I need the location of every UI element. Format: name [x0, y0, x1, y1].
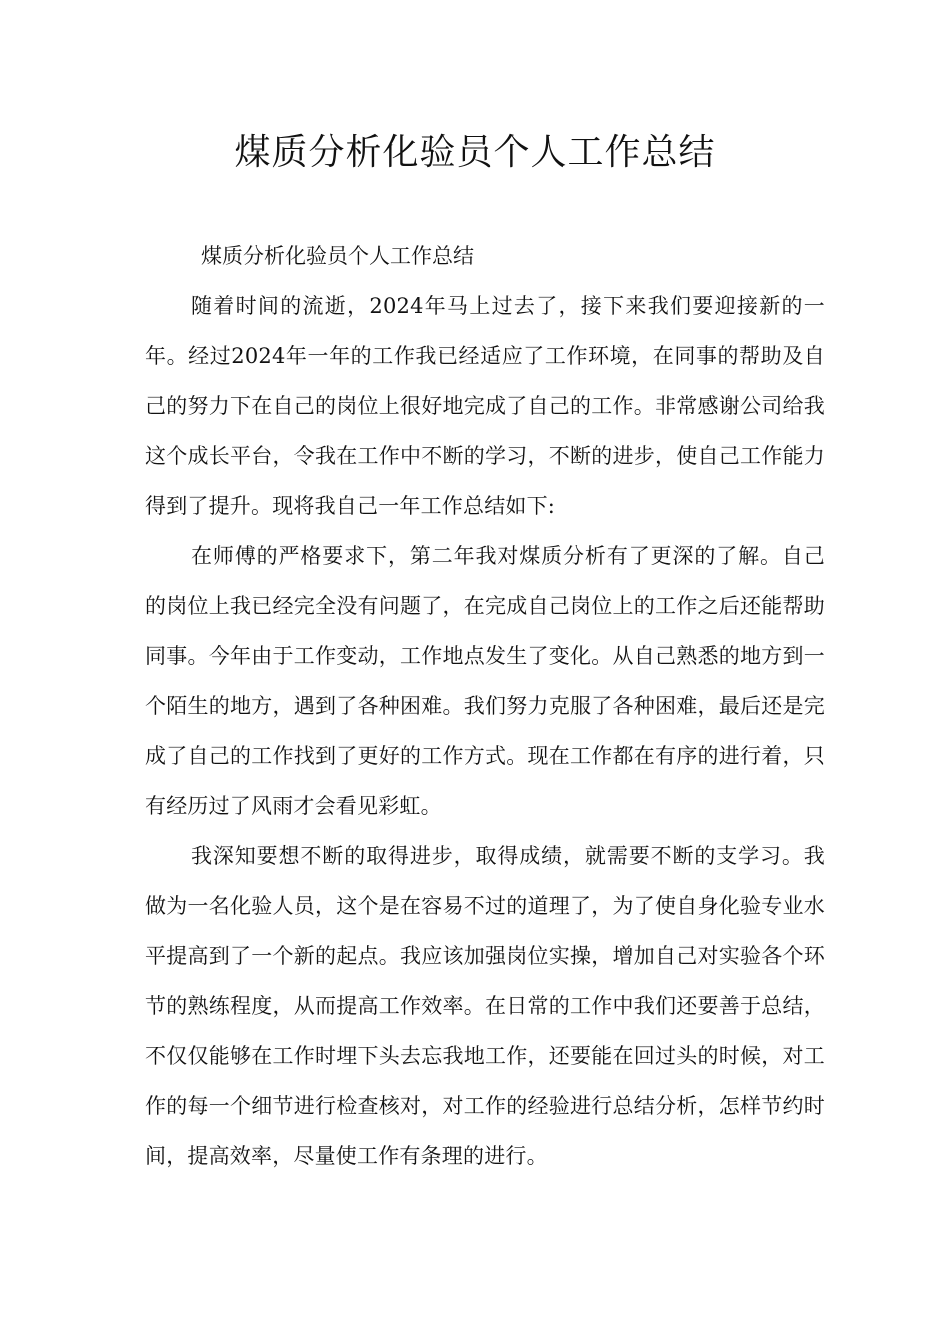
document-body	[145, 231, 825, 1181]
document-subtitle: 煤质分析化验员个人工作总结	[201, 244, 474, 268]
paragraph-3: 我深知要想不断的取得进步，取得成绩，就需要不断的支学习。我做为一名化验人员，这个是在容易不过的道理了，为了使自身化验专业水平提高到了一个新的起点。我应该加强岗位实操，增加自己对实验各个环节的熟练程度，从而提高工作效率。在日常的工作中我们还要善于总结，不仅仅能够在工作时埋下头去忘我地工作，还要能在回过头的时候，对工作的每一个细节进行检查核对，对工作的经验进行总结分析，怎样节约时间，提高效率，尽量使工作有条理的进行。	[145, 844, 825, 1168]
paragraph-2: 在师傅的严格要求下，第二年我对煤质分析有了更深的了解。自己的岗位上我已经完全没有问题了，在完成自己岗位上的工作之后还能帮助同事。今年由于工作变动，工作地点发生了变化。从自己熟悉的地方到一个陌生的地方，遇到了各种困难。我们努力克服了各种困难，最后还是完成了自己的工作找到了更好的工作方式。现在工作都在有序的进行着，只有经历过了风雨才会看见彩虹。	[145, 544, 825, 818]
document-title: 煤质分析化验员个人工作总结	[234, 132, 716, 173]
paragraph-1: 随着时间的流逝，2024年马上过去了，接下来我们要迎接新的一年。经过2024年一年的工作我已经适应了工作环境，在同事的帮助及自己的努力下在自己的岗位上很好地完成了自己的工作。非常感谢公司给我这个成长平台，令我在工作中不断的学习，不断的进步，使自己工作能力得到了提升。现将我自己一年工作总结如下:	[145, 294, 825, 518]
